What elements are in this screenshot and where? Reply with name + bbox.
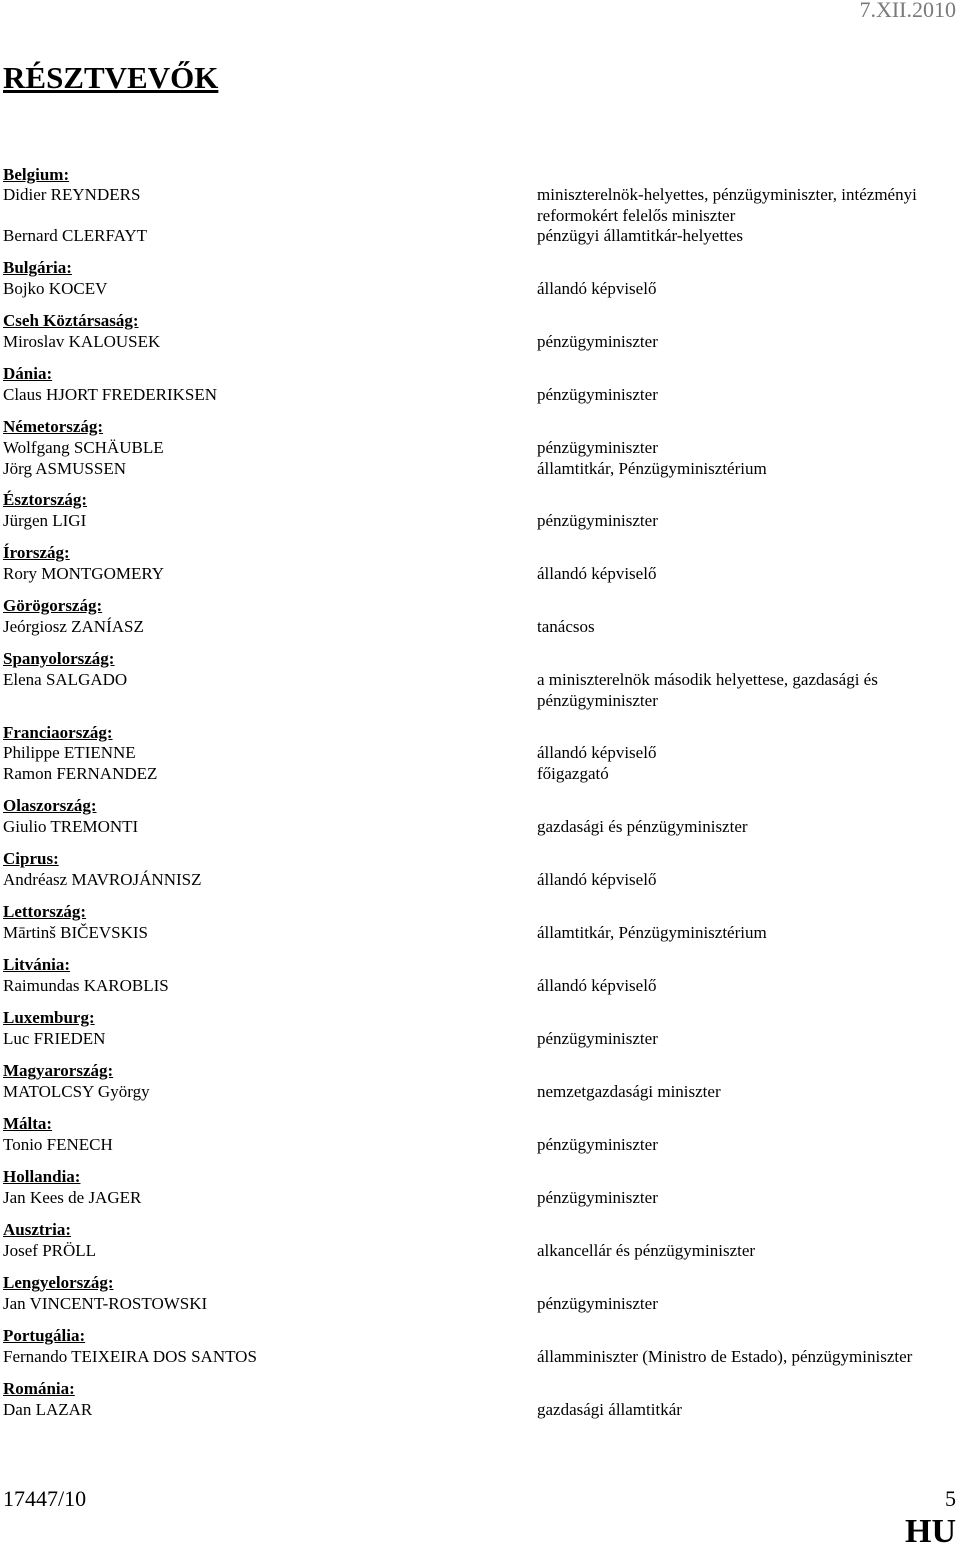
- participant-name: Giulio TREMONTI: [3, 817, 139, 836]
- participant-name: Bernard CLERFAYT: [3, 226, 148, 245]
- participant-role: államminiszter (Ministro de Estado), pénzügyminiszter: [537, 1347, 913, 1366]
- participant-role: pénzügyminiszter: [537, 1188, 658, 1207]
- participant-name: Miroslav KALOUSEK: [3, 332, 161, 351]
- participant-role: állandó képviselő: [537, 976, 657, 995]
- participant-name: Jeórgiosz ZANÍASZ: [3, 617, 144, 636]
- participant-role: állandó képviselő: [537, 870, 657, 889]
- country-label: Cseh Köztársaság:: [3, 311, 139, 330]
- country-label: Portugália:: [3, 1326, 86, 1345]
- participant-role: alkancellár és pénzügyminiszter: [537, 1241, 756, 1260]
- country-label: Málta:: [3, 1114, 53, 1133]
- participant-role: pénzügyminiszter: [537, 1294, 658, 1313]
- participant-role: állandó képviselő: [537, 564, 657, 583]
- participant-role: pénzügyminiszter: [537, 438, 658, 457]
- participant-role: államtitkár, Pénzügyminisztérium: [537, 459, 767, 478]
- participant-role: főigazgató: [537, 764, 609, 783]
- participant-name: Rory MONTGOMERY: [3, 564, 165, 583]
- participant-role: államtitkár, Pénzügyminisztérium: [537, 923, 767, 942]
- country-label: Belgium:: [3, 165, 70, 184]
- participant-name: MATOLCSY György: [3, 1082, 150, 1101]
- participant-name: Tonio FENECH: [3, 1135, 113, 1154]
- participant-role: reformokért felelős miniszter: [537, 206, 736, 225]
- country-label: Franciaország:: [3, 723, 113, 742]
- participant-name: Josef PRÖLL: [3, 1241, 97, 1260]
- participant-role: pénzügyminiszter: [537, 332, 658, 351]
- participant-role: állandó képviselő: [537, 279, 657, 298]
- participant-name: Jan VINCENT-ROSTOWSKI: [3, 1294, 208, 1313]
- country-label: Románia:: [3, 1379, 75, 1398]
- participant-role: miniszterelnök-helyettes, pénzügyminiszter, intézményi: [537, 185, 917, 204]
- participant-role: pénzügyminiszter: [537, 1135, 658, 1154]
- participant-name: Mārtinš BIČEVSKIS: [3, 923, 148, 942]
- participant-name: Claus HJORT FREDERIKSEN: [3, 385, 218, 404]
- participant-role: gazdasági és pénzügyminiszter: [537, 817, 748, 836]
- participant-name: Jörg ASMUSSEN: [3, 459, 126, 478]
- participant-role: pénzügyminiszter: [537, 691, 658, 710]
- participant-name: Fernando TEIXEIRA DOS SANTOS: [3, 1347, 257, 1366]
- participant-role: nemzetgazdasági miniszter: [537, 1082, 721, 1101]
- country-label: Lengyelország:: [3, 1273, 114, 1292]
- participant-name: Luc FRIEDEN: [3, 1029, 106, 1048]
- page-title: RÉSZTVEVŐK: [3, 60, 219, 95]
- participant-name: Jan Kees de JAGER: [3, 1188, 142, 1207]
- participant-role: gazdasági államtitkár: [537, 1400, 682, 1419]
- participant-role: pénzügyi államtitkár-helyettes: [537, 226, 743, 245]
- country-label: Magyarország:: [3, 1061, 114, 1080]
- participant-name: Jürgen LIGI: [3, 511, 87, 530]
- country-label: Dánia:: [3, 364, 53, 383]
- document-date: 7.XII.2010: [859, 0, 956, 22]
- participant-role: pénzügyminiszter: [537, 385, 658, 404]
- document-code: 17447/10: [3, 1486, 87, 1511]
- participant-name: Dan LAZAR: [3, 1400, 93, 1419]
- participant-name: Andréasz MAVROJÁNNISZ: [3, 870, 202, 889]
- country-label: Észtország:: [3, 490, 88, 509]
- country-label: Németország:: [3, 417, 104, 436]
- country-label: Luxemburg:: [3, 1008, 95, 1027]
- country-label: Litvánia:: [3, 955, 71, 974]
- country-label: Olaszország:: [3, 796, 97, 815]
- participant-role: pénzügyminiszter: [537, 1029, 658, 1048]
- country-label: Írország:: [3, 543, 70, 562]
- participant-name: Bojko KOCEV: [3, 279, 108, 298]
- participant-name: Ramon FERNANDEZ: [3, 764, 158, 783]
- participant-role: pénzügyminiszter: [537, 511, 658, 530]
- page-number: 5: [945, 1486, 956, 1511]
- participant-name: Raimundas KAROBLIS: [3, 976, 169, 995]
- participant-name: Wolfgang SCHÄUBLE: [3, 438, 164, 457]
- country-label: Görögország:: [3, 596, 103, 615]
- language-code: HU: [905, 1513, 956, 1550]
- country-label: Hollandia:: [3, 1167, 81, 1186]
- participant-name: Elena SALGADO: [3, 670, 128, 689]
- participant-role: állandó képviselő: [537, 743, 657, 762]
- country-label: Ciprus:: [3, 849, 59, 868]
- participant-role: a miniszterelnök második helyettese, gazdasági és: [537, 670, 878, 689]
- participant-name: Didier REYNDERS: [3, 185, 141, 204]
- country-label: Lettország:: [3, 902, 87, 921]
- participant-name: Philippe ETIENNE: [3, 743, 136, 762]
- country-label: Spanyolország:: [3, 649, 115, 668]
- country-label: Ausztria:: [3, 1220, 71, 1239]
- country-label: Bulgária:: [3, 258, 72, 277]
- participant-role: tanácsos: [537, 617, 595, 636]
